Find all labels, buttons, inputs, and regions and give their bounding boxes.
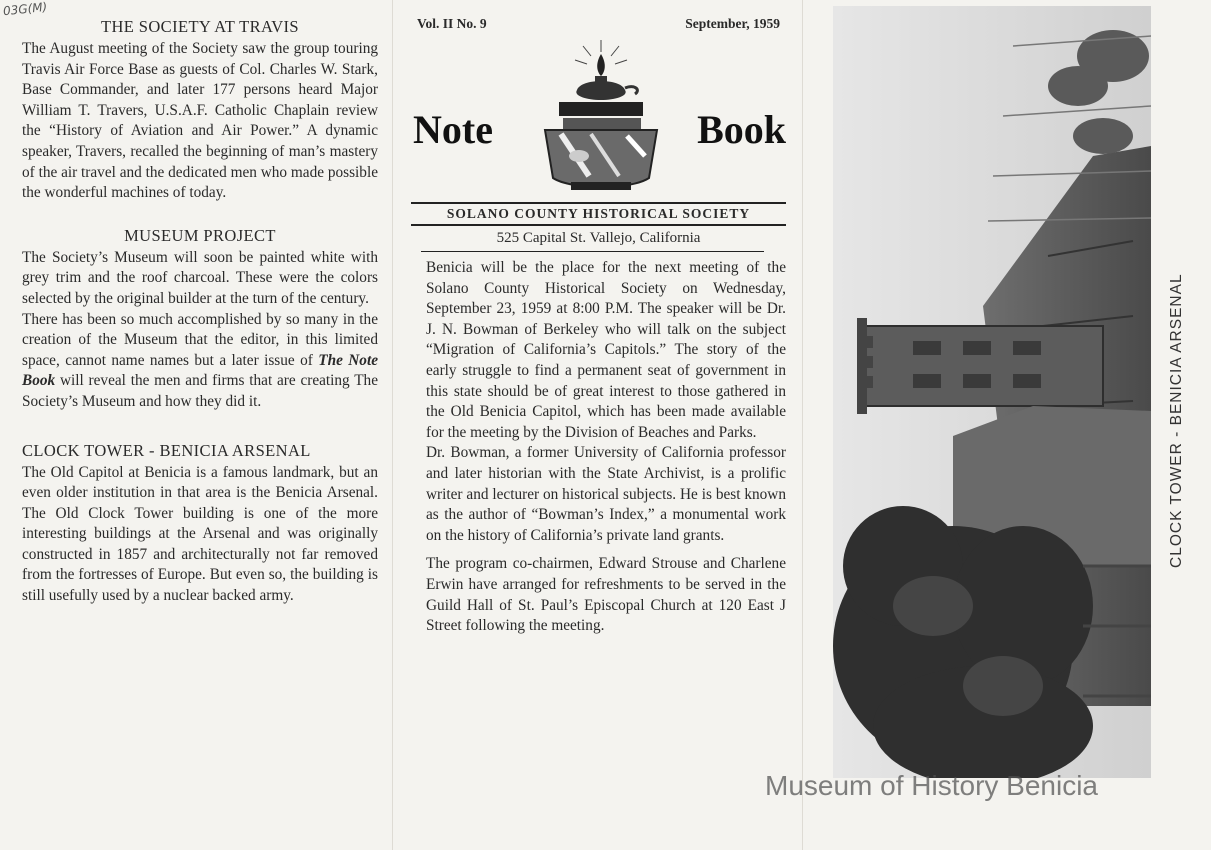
masthead-top — [417, 16, 780, 32]
speaker-bio: Dr. Bowman, a former University of California professor and later historian with the State Archivist, is a prolific writer and lecturer on historical subjects. He is best known as the author of “Bowman’s Index,” a monumental work on the history of California’s private land grants. — [426, 444, 786, 544]
left-column — [0, 0, 392, 850]
masthead — [411, 38, 786, 198]
publication-name: The Note Book — [22, 351, 378, 390]
title-book: Book — [697, 107, 786, 152]
refreshments-note: The program co-chairmen, Edward Strouse and Charlene Erwin have arranged for refreshments to be served in the Guild Hall of St. Paul’s Episcopal Church at 120 East J Street following the meeting. — [426, 555, 786, 635]
museum-watermark: Museum of History Benicia — [765, 770, 1099, 801]
clock-tower-photo — [833, 6, 1151, 778]
society-address: 525 Capital St. Vallejo, California — [496, 230, 701, 246]
title-note: Note — [413, 107, 493, 152]
divider — [421, 251, 764, 252]
right-panel — [802, 0, 1211, 850]
museum-heading: MUSEUM PROJECT — [124, 225, 276, 245]
lamp-of-knowledge-emblem-icon — [531, 38, 671, 198]
travis-heading: THE SOCIETY AT TRAVIS — [100, 17, 300, 36]
museum-article-p1: The Society’s Museum will soon be painted white with grey trim and the roof charcoal. These were the colors selected by the original builder at the turn of the century. — [22, 248, 378, 307]
volume-number: Vol. II No. 9 — [417, 16, 487, 31]
society-name: SOLANO COUNTY HISTORICAL SOCIETY — [411, 202, 786, 226]
meeting-announcement: Benicia will be the place for the next meeting of the Solano County Historical Society on Wednesday, September 23, 1959 at 8:00 P.M. The speaker will be Dr. J. N. Bowman of Berkeley who will talk on the subject “Migration of California’s Capitols.” The story of the early struggle to find a permanent seat of government in this state should be of great interest to those gathered in the Old Benicia Capitol, which has been made available for the meeting by the Division of Beaches and Parks. — [426, 259, 786, 441]
museum-article-p2-b: will reveal the men and firms that are creating The Society’s Museum and how they did it. — [22, 372, 378, 410]
middle-column — [392, 0, 802, 850]
museum-article-p2-a: There has been so much accomplished by so many in the creation of the Museum that the editor, in this limited space, cannot name names but a later issue of — [22, 310, 378, 369]
handwritten-annotation: 03G(M) — [2, 0, 48, 19]
clock-tower-article: The Old Capitol at Benicia is a famous landmark, but an even older institution in that area is the Benicia Arsenal. The Old Clock Tower building is one of the more interesting buildings at the Arsenal and was originally constructed in 1857 and architecturally not far removed from the fortresses of Europe. But even so, the building is still usefully used by a nuclear backed army. — [22, 463, 378, 605]
travis-article: The August meeting of the Society saw the group touring Travis Air Force Base as guests of Col. Charles W. Stark, Base Commander, and later 177 persons heard Major William T. Travers, U.S.A.F. Catholic Chaplain review the “History of Aviation and Air Power.” A dynamic speaker, Travers, recalled the beginning of man’s mastery of the air travel and the dedicated men who made possible the wonderful machines of today. — [22, 40, 378, 202]
clock-tower-heading: CLOCK TOWER - BENICIA ARSENAL — [22, 440, 311, 460]
issue-date: September, 1959 — [685, 16, 780, 31]
museum-article-p2 — [22, 310, 378, 413]
photo-caption: CLOCK TOWER - BENICIA ARSENAL — [1168, 273, 1185, 568]
